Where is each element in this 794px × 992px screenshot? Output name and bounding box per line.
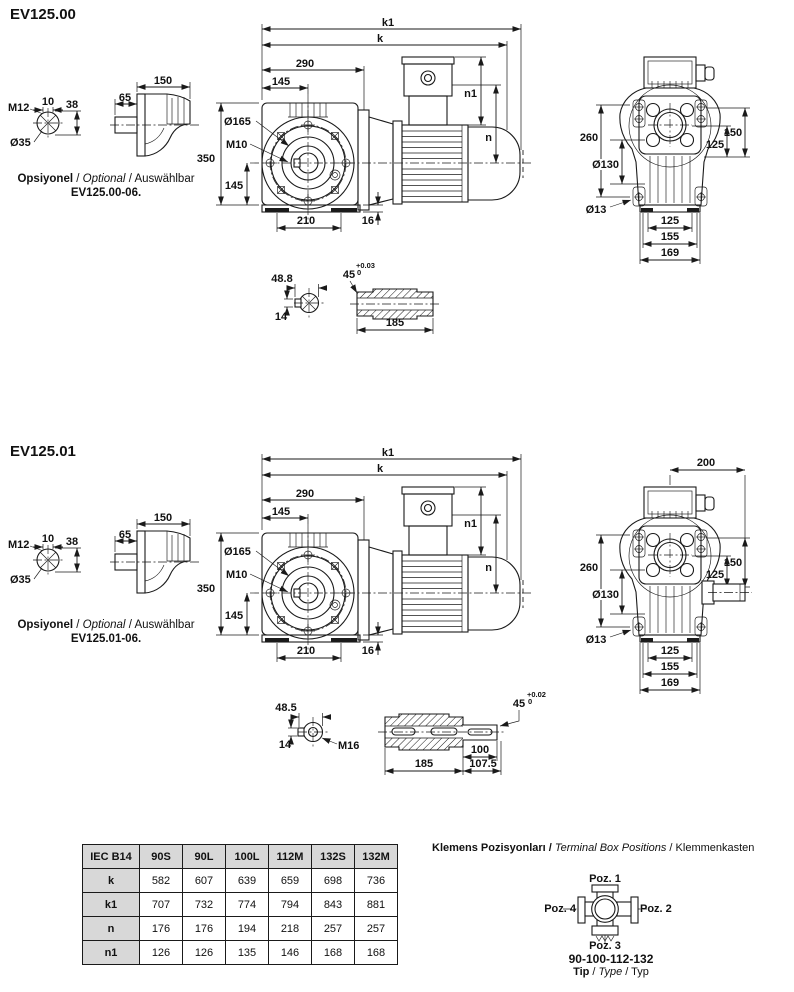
note-de: Auswählbar	[134, 619, 195, 631]
table-header-cell: 90L	[183, 845, 226, 869]
table-cell: 607	[183, 869, 226, 893]
dim-label-m16: M16	[338, 740, 360, 752]
table-cell: 146	[269, 941, 312, 965]
table-header-cell: 100L	[226, 845, 269, 869]
poz3-label: Poz. 3	[589, 940, 621, 952]
table-cell: 881	[355, 893, 398, 917]
ev125-00-drawing	[0, 0, 794, 430]
note-sep: /	[73, 173, 83, 185]
title-sep: /	[545, 842, 555, 854]
type-label-line	[536, 966, 686, 978]
table-cell: 176	[140, 917, 183, 941]
poz2-label: Poz. 2	[640, 903, 672, 915]
row-label: n1	[83, 941, 140, 965]
table-cell: 126	[140, 941, 183, 965]
section1-title: EV125.00	[10, 6, 76, 23]
table-cell: 257	[312, 917, 355, 941]
table-row	[83, 893, 398, 917]
dim-label-200: 200	[696, 457, 716, 469]
tip-de: Typ	[631, 966, 649, 978]
table-row	[83, 941, 398, 965]
table-cell: 732	[183, 893, 226, 917]
dim-label-45b: 45	[512, 698, 526, 710]
section2-title: EV125.01	[10, 443, 76, 460]
table-cell: 707	[140, 893, 183, 917]
dim-label-100: 100	[470, 744, 490, 756]
table-cell: 843	[312, 893, 355, 917]
dim-label-14: 14	[274, 311, 288, 323]
note-en: Optional	[82, 173, 126, 185]
dim-label-185b: 185	[414, 758, 434, 770]
section2-model: EV125.01-06.	[70, 633, 142, 645]
table-cell: 126	[183, 941, 226, 965]
note-tr: Opsiyonel	[17, 173, 74, 185]
dim-label-tol-plus: +0.03	[356, 261, 375, 270]
note-sep: /	[125, 619, 135, 631]
tip-sep: /	[589, 966, 599, 978]
terminal-box-title	[432, 842, 754, 854]
terminal-title-de: Klemmenkasten	[675, 842, 755, 854]
table-cell: 168	[312, 941, 355, 965]
table-cell: 135	[226, 941, 269, 965]
dim-label-45: 45	[342, 269, 356, 281]
note-de: Auswählbar	[134, 173, 195, 185]
tip-sep: /	[622, 966, 632, 978]
table-row	[83, 869, 398, 893]
table-header-cell: 112M	[269, 845, 312, 869]
table-cell: 659	[269, 869, 312, 893]
tip-tr: Tip	[573, 966, 590, 978]
row-label: k1	[83, 893, 140, 917]
table-cell: 698	[312, 869, 355, 893]
table-header-row	[83, 845, 398, 869]
dim-label-tol-plus2: +0.02	[527, 690, 546, 699]
note-en: Optional	[82, 619, 126, 631]
solid-shaft-detail	[275, 690, 546, 775]
table-header-cell: 90S	[140, 845, 183, 869]
dim-label-14b: 14	[278, 739, 292, 751]
note-sep: /	[125, 173, 135, 185]
dim-label-488: 48.8	[271, 273, 293, 285]
table-row	[83, 917, 398, 941]
terminal-box-positions-diagram	[536, 860, 686, 956]
note-tr: Opsiyonel	[17, 619, 74, 631]
table-cell: 168	[355, 941, 398, 965]
table-cell: 218	[269, 917, 312, 941]
table-cell: 639	[226, 869, 269, 893]
hollow-bore-detail	[271, 261, 440, 334]
row-label: k	[83, 869, 140, 893]
note-sep: /	[73, 619, 83, 631]
table-header-cell: 132M	[355, 845, 398, 869]
terminal-title-tr: Klemens Pozisyonları	[432, 842, 546, 854]
table-cell: 194	[226, 917, 269, 941]
table-cell: 794	[269, 893, 312, 917]
dim-label-1075: 107.5	[469, 758, 497, 770]
section1-model: EV125.00-06.	[70, 187, 142, 199]
dim-label-185: 185	[385, 317, 405, 329]
dim-label-tol-zero: 0	[357, 268, 362, 277]
table-cell: 736	[355, 869, 398, 893]
dim-label-485: 48.5	[275, 702, 297, 714]
terminal-title-en: Terminal Box Positions	[554, 842, 667, 854]
table-header-cell: IEC B14	[83, 845, 140, 869]
row-label: n	[83, 917, 140, 941]
dimension-table	[82, 844, 398, 965]
table-header-cell: 132S	[312, 845, 355, 869]
table-cell: 176	[183, 917, 226, 941]
ev125-01-drawing	[0, 430, 794, 792]
poz1-label: Poz. 1	[589, 873, 621, 885]
tip-en: Type	[598, 966, 623, 978]
table-cell: 774	[226, 893, 269, 917]
dim-label-tol-zero2: 0	[528, 697, 533, 706]
terminal-types: 90-100-112-132	[568, 952, 654, 966]
table-cell: 257	[355, 917, 398, 941]
table-cell: 582	[140, 869, 183, 893]
title-sep: /	[666, 842, 676, 854]
poz4-label: Poz. 4	[544, 903, 576, 915]
